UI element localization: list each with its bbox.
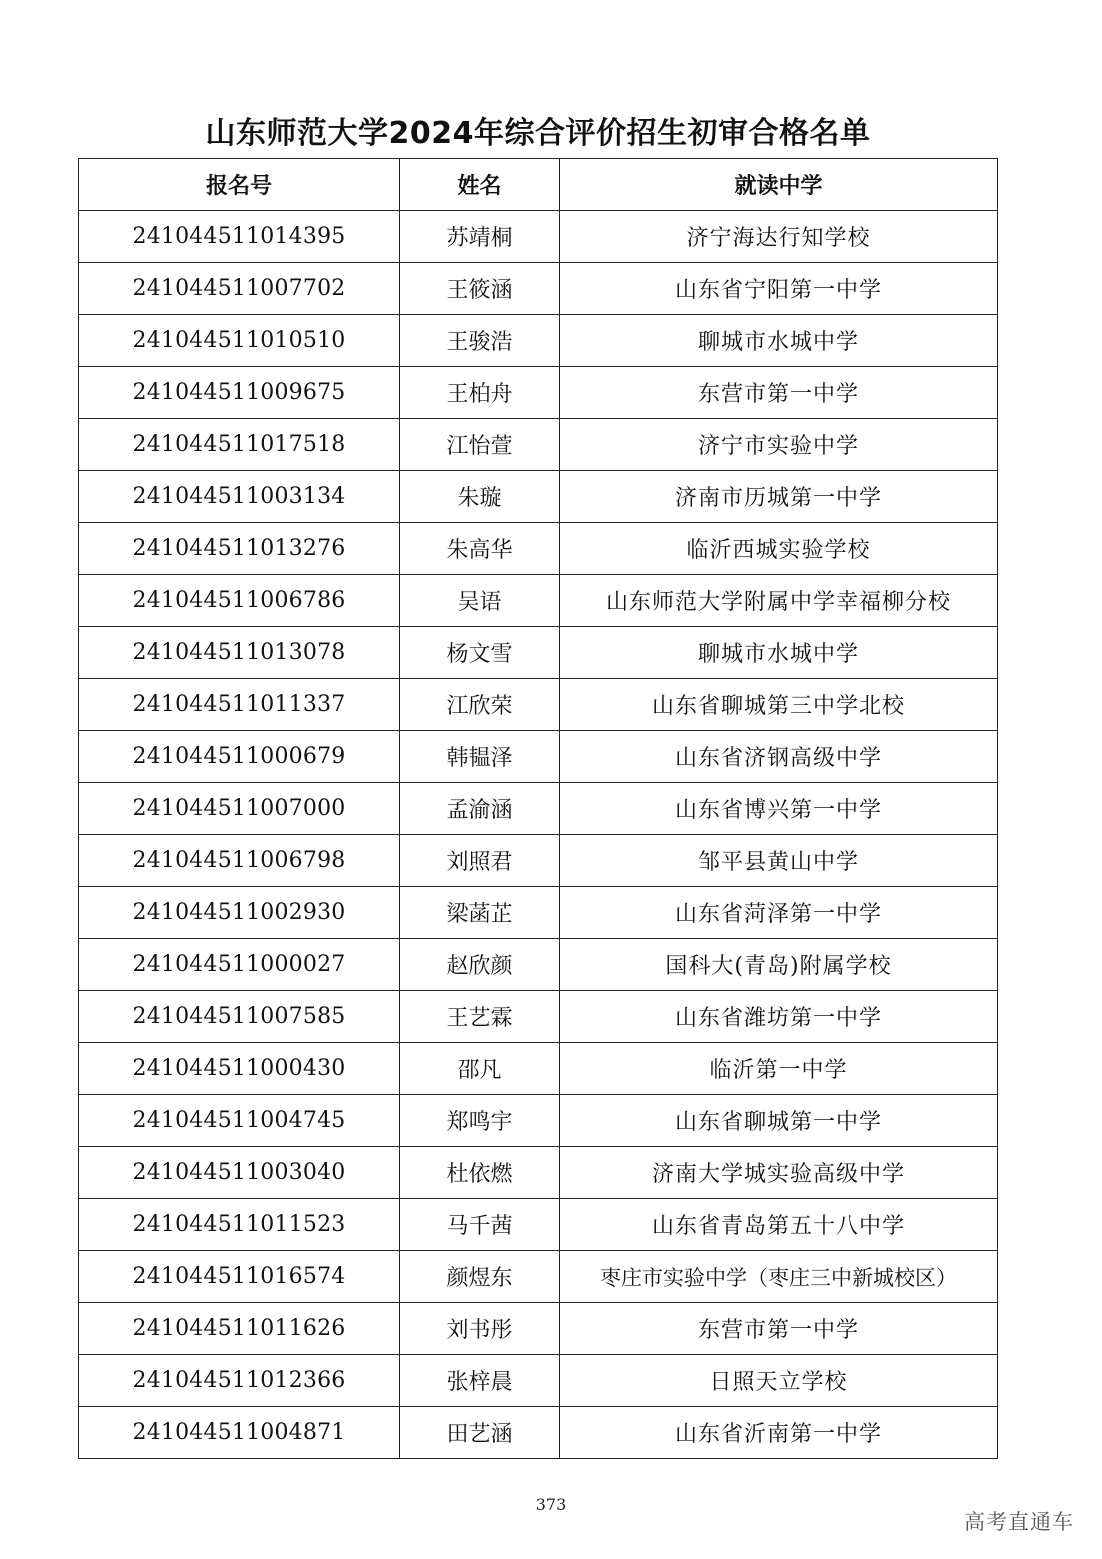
table-row — [79, 1407, 998, 1459]
student-name-cell: 吴语 — [400, 575, 560, 627]
student-name-cell: 杨文雪 — [400, 627, 560, 679]
registration-number-cell: 241044511000430 — [79, 1043, 400, 1095]
table-row — [79, 523, 998, 575]
student-name-cell: 邵凡 — [400, 1043, 560, 1095]
registration-number-cell: 241044511000679 — [79, 731, 400, 783]
registration-number-cell: 241044511016574 — [79, 1251, 400, 1303]
school-cell: 东营市第一中学 — [560, 1303, 998, 1355]
registration-number-cell: 241044511010510 — [79, 315, 400, 367]
table-row — [79, 1095, 998, 1147]
school-cell: 东营市第一中学 — [560, 367, 998, 419]
student-name-cell: 刘书彤 — [400, 1303, 560, 1355]
table-row — [79, 1147, 998, 1199]
page-title: 山东师范大学2024年综合评价招生初审合格名单 — [205, 116, 871, 151]
table-header-row — [79, 159, 998, 211]
student-name-cell: 梁菡芷 — [400, 887, 560, 939]
school-cell: 济宁海达行知学校 — [560, 211, 998, 263]
school-cell: 邹平县黄山中学 — [560, 835, 998, 887]
school-cell: 山东省青岛第五十八中学 — [560, 1199, 998, 1251]
student-name-cell: 田艺涵 — [400, 1407, 560, 1459]
table-row — [79, 1251, 998, 1303]
registration-number-cell: 241044511007585 — [79, 991, 400, 1043]
table-row — [79, 263, 998, 315]
school-cell: 临沂西城实验学校 — [560, 523, 998, 575]
table-row — [79, 887, 998, 939]
school-cell: 山东省博兴第一中学 — [560, 783, 998, 835]
school-cell: 国科大(青岛)附属学校 — [560, 939, 998, 991]
registration-number-cell: 241044511006798 — [79, 835, 400, 887]
registration-number-cell: 241044511003134 — [79, 471, 400, 523]
student-name-cell: 王柏舟 — [400, 367, 560, 419]
registration-number-cell: 241044511002930 — [79, 887, 400, 939]
header-name: 姓名 — [400, 159, 560, 211]
student-name-cell: 江欣荣 — [400, 679, 560, 731]
school-cell: 临沂第一中学 — [560, 1043, 998, 1095]
registration-number-cell: 241044511012366 — [79, 1355, 400, 1407]
registration-number-cell: 241044511014395 — [79, 211, 400, 263]
student-name-cell: 孟渝涵 — [400, 783, 560, 835]
school-cell: 山东省沂南第一中学 — [560, 1407, 998, 1459]
school-cell: 山东省济钢高级中学 — [560, 731, 998, 783]
table-row — [79, 1199, 998, 1251]
table-row — [79, 627, 998, 679]
school-cell: 济宁市实验中学 — [560, 419, 998, 471]
registration-number-cell: 241044511017518 — [79, 419, 400, 471]
table-row — [79, 211, 998, 263]
registration-number-cell: 241044511011523 — [79, 1199, 400, 1251]
school-cell: 山东师范大学附属中学幸福柳分校 — [560, 575, 998, 627]
registration-number-cell: 241044511004871 — [79, 1407, 400, 1459]
table-row — [79, 419, 998, 471]
registration-number-cell: 241044511007702 — [79, 263, 400, 315]
student-name-cell: 郑鸣宇 — [400, 1095, 560, 1147]
school-cell: 日照天立学校 — [560, 1355, 998, 1407]
registration-number-cell: 241044511007000 — [79, 783, 400, 835]
registration-number-cell: 241044511000027 — [79, 939, 400, 991]
student-name-cell: 韩韫泽 — [400, 731, 560, 783]
school-cell: 山东省宁阳第一中学 — [560, 263, 998, 315]
table-row — [79, 991, 998, 1043]
table-row — [79, 367, 998, 419]
registration-number-cell: 241044511013078 — [79, 627, 400, 679]
student-name-cell: 王艺霖 — [400, 991, 560, 1043]
school-cell: 聊城市水城中学 — [560, 315, 998, 367]
page-number: 373 — [535, 1495, 567, 1514]
admission-list-table — [78, 158, 998, 1459]
table-row — [79, 1303, 998, 1355]
table-row — [79, 1355, 998, 1407]
header-registration-number: 报名号 — [79, 159, 400, 211]
student-name-cell: 张梓晨 — [400, 1355, 560, 1407]
student-name-cell: 颜煜东 — [400, 1251, 560, 1303]
table-row — [79, 939, 998, 991]
school-cell: 聊城市水城中学 — [560, 627, 998, 679]
student-name-cell: 马千茜 — [400, 1199, 560, 1251]
student-name-cell: 王骏浩 — [400, 315, 560, 367]
table-row — [79, 731, 998, 783]
registration-number-cell: 241044511006786 — [79, 575, 400, 627]
table-body — [79, 211, 998, 1459]
school-cell: 山东省菏泽第一中学 — [560, 887, 998, 939]
table-row — [79, 575, 998, 627]
student-name-cell: 朱高华 — [400, 523, 560, 575]
table-row — [79, 679, 998, 731]
table-row — [79, 1043, 998, 1095]
school-cell: 济南大学城实验高级中学 — [560, 1147, 998, 1199]
student-name-cell: 江怡萱 — [400, 419, 560, 471]
table-row — [79, 315, 998, 367]
table-row — [79, 471, 998, 523]
school-cell: 枣庄市实验中学（枣庄三中新城校区） — [560, 1251, 998, 1303]
student-name-cell: 杜依燃 — [400, 1147, 560, 1199]
school-cell: 山东省聊城第一中学 — [560, 1095, 998, 1147]
table-row — [79, 783, 998, 835]
registration-number-cell: 241044511003040 — [79, 1147, 400, 1199]
school-cell: 济南市历城第一中学 — [560, 471, 998, 523]
watermark: 高考直通车 — [964, 1510, 1074, 1534]
student-name-cell: 赵欣颜 — [400, 939, 560, 991]
registration-number-cell: 241044511011337 — [79, 679, 400, 731]
school-cell: 山东省潍坊第一中学 — [560, 991, 998, 1043]
student-name-cell: 王筱涵 — [400, 263, 560, 315]
school-cell: 山东省聊城第三中学北校 — [560, 679, 998, 731]
registration-number-cell: 241044511004745 — [79, 1095, 400, 1147]
registration-number-cell: 241044511009675 — [79, 367, 400, 419]
student-name-cell: 刘照君 — [400, 835, 560, 887]
table-row — [79, 835, 998, 887]
student-name-cell: 苏靖桐 — [400, 211, 560, 263]
header-school: 就读中学 — [560, 159, 998, 211]
student-name-cell: 朱璇 — [400, 471, 560, 523]
registration-number-cell: 241044511013276 — [79, 523, 400, 575]
registration-number-cell: 241044511011626 — [79, 1303, 400, 1355]
